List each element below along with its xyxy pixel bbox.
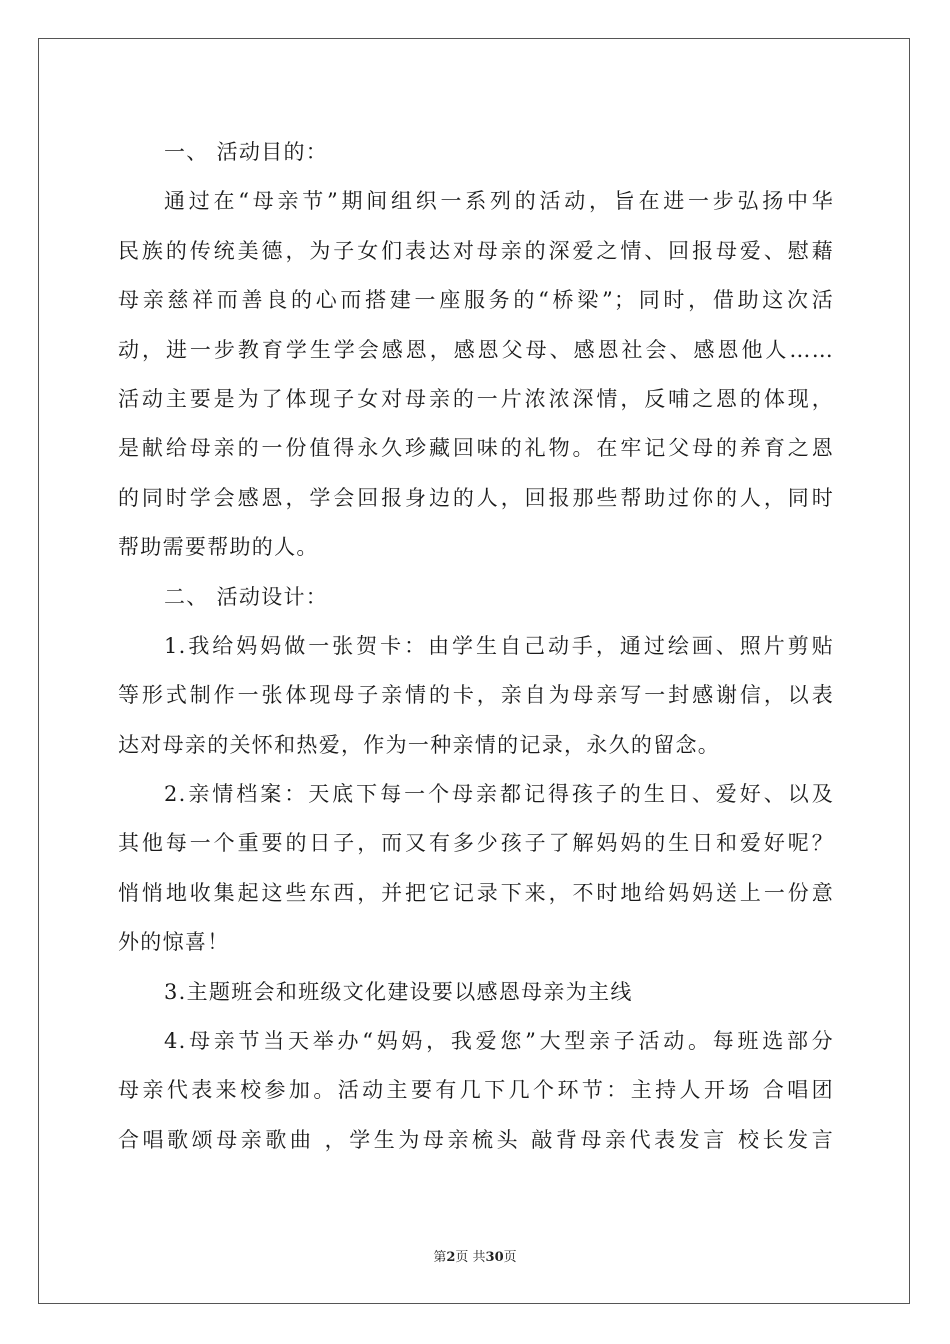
text-line: 悄悄地收集起这些东西，并把它记录下来，不时地给妈妈送上一份意 bbox=[118, 880, 834, 905]
text-line: 4.母亲节当天举办“妈妈，我爱您”大型亲子活动。每班选部分 bbox=[164, 1029, 834, 1054]
footer-prefix: 第 bbox=[433, 1250, 447, 1265]
text-line: 一、 活动目的： bbox=[164, 140, 329, 164]
footer-suffix: 页 bbox=[503, 1250, 517, 1265]
text-line: 外的惊喜！ bbox=[118, 930, 230, 955]
text-line: 1.我给妈妈做一张贺卡：由学生自己动手，通过绘画、照片剪贴 bbox=[164, 633, 834, 658]
footer-middle: 页 共 bbox=[455, 1250, 486, 1265]
page-footer bbox=[0, 1246, 950, 1265]
text-line: 民族的传统美德，为子女们表达对母亲的深爱之情、回报母爱、慰藉 bbox=[118, 238, 834, 263]
text-line: 3.主题班会和班级文化建设要以感恩母亲为主线 bbox=[164, 979, 633, 1004]
text-line: 达对母亲的关怀和热爱，作为一种亲情的记录，永久的留念。 bbox=[118, 732, 721, 757]
text-line: 2.亲情档案：天底下每一个母亲都记得孩子的生日、爱好、以及 bbox=[164, 782, 834, 807]
text-line: 帮助需要帮助的人。 bbox=[118, 535, 319, 560]
footer-page-number: 2 bbox=[446, 1250, 456, 1265]
text-line: 通过在“母亲节”期间组织一系列的活动，旨在进一步弘扬中华 bbox=[164, 189, 834, 214]
text-line: 其他每一个重要的日子，而又有多少孩子了解妈妈的生日和爱好呢？ bbox=[118, 831, 834, 856]
text-line: 合唱歌颂母亲歌曲 ，学生为母亲梳头 敲背母亲代表发言 校长发言 bbox=[118, 1127, 834, 1152]
text-line: 的同时学会感恩，学会回报身边的人，回报那些帮助过你的人，同时 bbox=[118, 485, 834, 510]
text-line: 活动主要是为了体现子女对母亲的一片浓浓深情，反哺之恩的体现， bbox=[118, 386, 834, 411]
text-line: 二、 活动设计： bbox=[164, 584, 329, 609]
text-line: 等形式制作一张体现母子亲情的卡，亲自为母亲写一封感谢信，以表 bbox=[118, 683, 834, 708]
text-line: 动，进一步教育学生学会感恩，感恩父母、感恩社会、感恩他人…… bbox=[118, 337, 834, 362]
text-line: 母亲慈祥而善良的心而搭建一座服务的“桥梁”；同时，借助这次活 bbox=[118, 288, 834, 313]
document-body bbox=[118, 128, 834, 1165]
text-line: 母亲代表来校参加。活动主要有几下几个环节：主持人开场 合唱团 bbox=[118, 1078, 834, 1103]
text-line: 是献给母亲的一份值得永久珍藏回味的礼物。在牢记父母的养育之恩 bbox=[118, 436, 834, 461]
footer-total-pages: 30 bbox=[485, 1250, 504, 1265]
